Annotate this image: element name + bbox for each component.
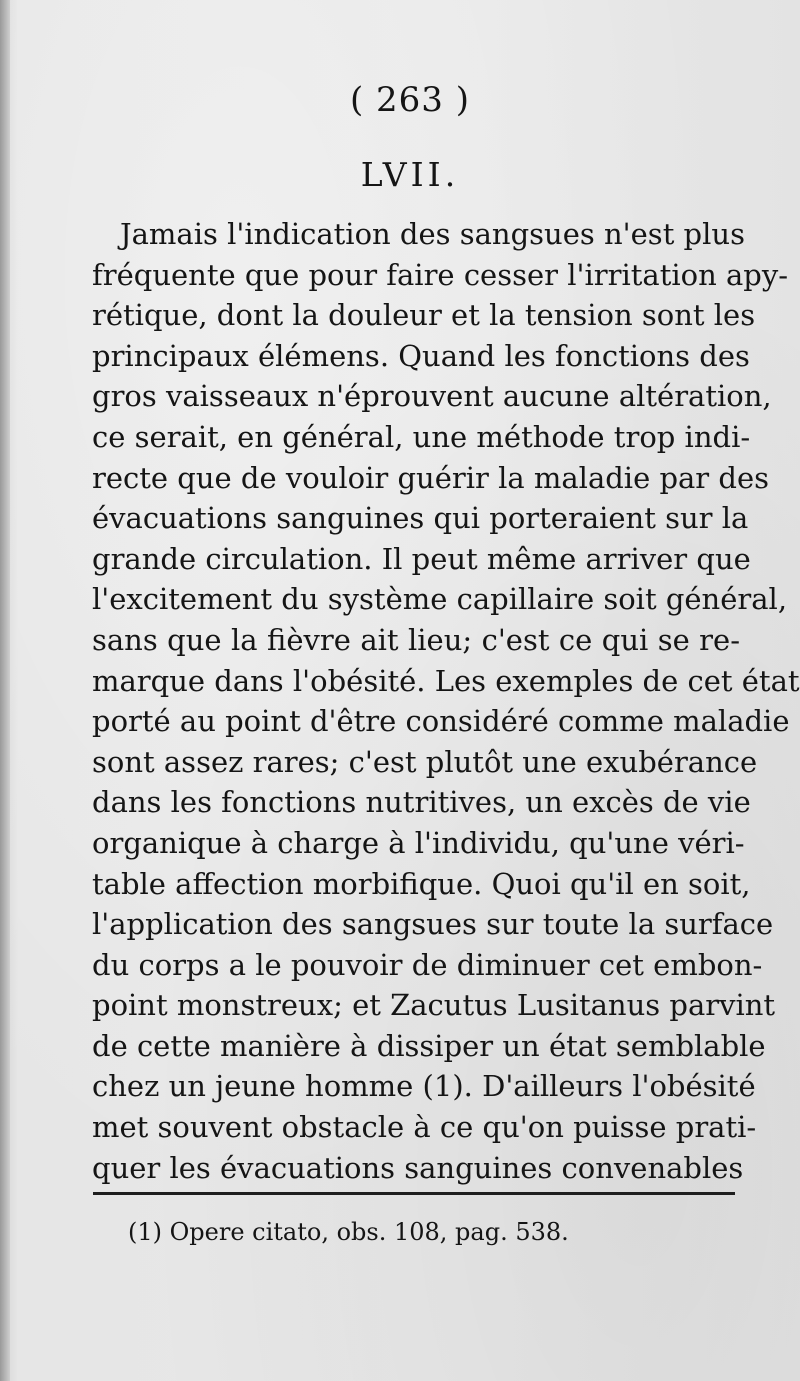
text-line: grande circulation. Il peut même arriver que (92, 541, 751, 576)
text-line: marque dans l'obésité. Les exemples de cet état (92, 663, 800, 698)
text-line: l'application des sangsues sur toute la surface (92, 907, 774, 942)
text-line: sans que la fièvre ait lieu; c'est ce qui se re- (92, 622, 740, 657)
text-line: rétique, dont la douleur et la tension sont les (92, 298, 756, 333)
text-line: sont assez rares; c'est plutôt une exubérance (92, 744, 758, 779)
text-line: point monstreux; et Zacutus Lusitanus parvint (92, 988, 776, 1023)
text-line: Jamais l'indication des sangsues n'est plus (120, 217, 745, 251)
text-line: l'excitement du système capillaire soit général, (92, 582, 788, 617)
text-line: ce serait, en général, une méthode trop indi- (92, 419, 751, 454)
text-line: de cette manière à dissiper un état semblable (92, 1028, 766, 1063)
footnote-divider (93, 1192, 735, 1195)
text-line: organique à charge à l'individu, qu'une véri- (92, 825, 745, 860)
text-line: principaux élémens. Quand les fonctions des (92, 338, 750, 373)
text-line: quer les évacuations sanguines convenables (92, 1150, 744, 1185)
text-line: met souvent obstacle à ce qu'on puisse prati- (92, 1110, 757, 1145)
section-heading: LVII. (360, 155, 460, 194)
text-line: chez un jeune homme (1). D'ailleurs l'obésité (92, 1069, 756, 1104)
text-line: recte que de vouloir guérir la maladie par des (92, 460, 769, 495)
text-line: gros vaisseaux n'éprouvent aucune altération, (92, 379, 772, 414)
page-number: ( 263 ) (349, 80, 471, 120)
text-line: évacuations sanguines qui porteraient sur la (92, 501, 749, 536)
page-edge-shadow (0, 0, 10, 1381)
text-line: porté au point d'être considéré comme maladie (92, 704, 790, 739)
text-line: du corps a le pouvoir de diminuer cet embon- (92, 947, 763, 982)
footnote: (1) Opere citato, obs. 108, pag. 538. (128, 1218, 569, 1246)
text-line: fréquente que pour faire cesser l'irritation apy- (92, 257, 789, 292)
text-line: table affection morbifique. Quoi qu'il en soit, (92, 866, 751, 901)
body-paragraph (92, 214, 800, 1188)
text-line: dans les fonctions nutritives, un excès de vie (92, 785, 751, 820)
